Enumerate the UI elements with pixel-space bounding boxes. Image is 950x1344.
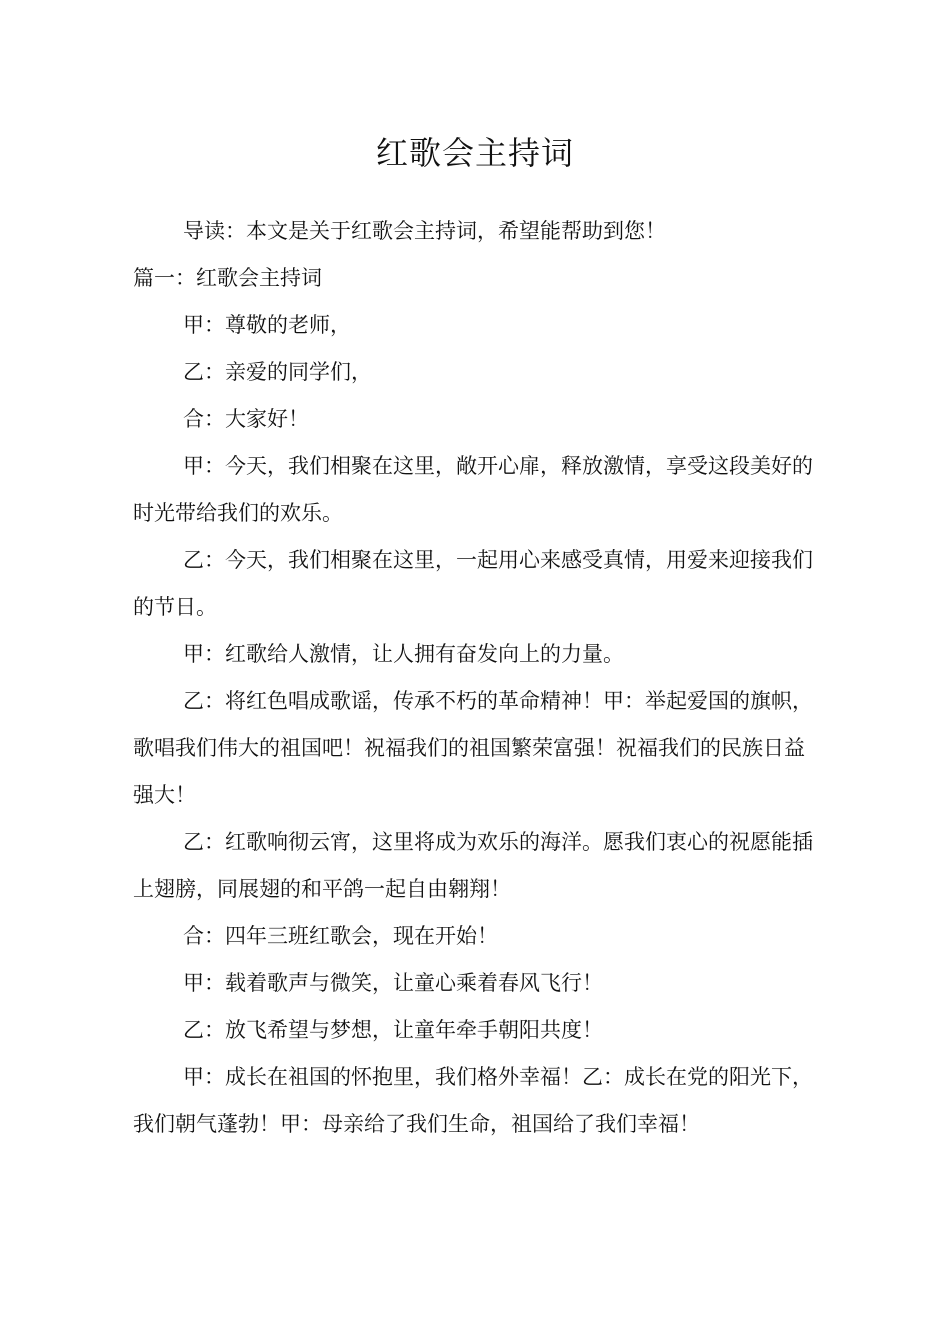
dialogue-paragraph: 乙：红歌响彻云宵，这里将成为欢乐的海洋。愿我们衷心的祝愿能插上翅膀，同展翅的和平鸽一起自由翱翔！ [133,830,813,901]
section-heading: 篇一：红歌会主持词 [133,266,322,290]
dialogue-paragraph: 乙：放飞希望与梦想，让童年牵手朝阳共度！ [183,1018,603,1042]
dialogue-paragraph: 乙：将红色唱成歌谣，传承不朽的革命精神！甲：举起爱国的旗帜，歌唱我们伟大的祖国吧！祝福我们的祖国繁荣富强！祝福我们的民族日益强大！ [133,689,813,807]
dialogue-paragraph: 合：四年三班红歌会，现在开始！ [183,924,498,948]
dialogue-paragraph: 乙：亲爱的同学们， [183,360,372,384]
document-body [133,208,823,1148]
dialogue-paragraph: 甲：今天，我们相聚在这里，敞开心扉，释放激情，享受这段美好的时光带给我们的欢乐。 [133,454,813,525]
intro-paragraph: 导读：本文是关于红歌会主持词，希望能帮助到您！ [183,219,666,243]
dialogue-paragraph: 乙：今天，我们相聚在这里，一起用心来感受真情，用爱来迎接我们的节日。 [133,548,813,619]
dialogue-paragraph: 甲：尊敬的老师， [183,313,351,337]
dialogue-paragraph: 甲：载着歌声与微笑，让童心乘着春风飞行！ [183,971,603,995]
dialogue-paragraph: 合：大家好！ [183,407,309,431]
dialogue-paragraph: 甲：成长在祖国的怀抱里，我们格外幸福！乙：成长在党的阳光下，我们朝气蓬勃！甲：母亲给了我们生命，祖国给了我们幸福！ [133,1065,813,1136]
page-title: 红歌会主持词 [375,134,574,172]
dialogue-paragraph: 甲：红歌给人激情，让人拥有奋发向上的力量。 [183,642,624,666]
